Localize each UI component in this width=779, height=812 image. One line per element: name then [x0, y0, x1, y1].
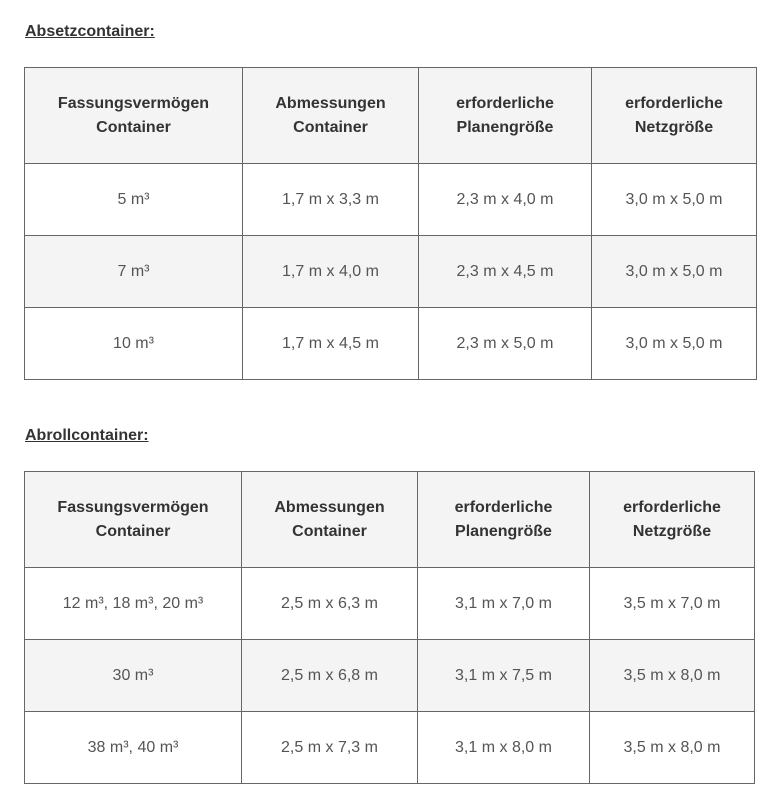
section-title-abrollcontainer: Abrollcontainer: [25, 427, 149, 444]
cell-net-size: 3,5 m x 7,0 m [590, 568, 755, 640]
cell-capacity: 30 m³ [25, 640, 242, 712]
cell-net-size: 3,0 m x 5,0 m [592, 236, 757, 308]
table-row [25, 712, 755, 784]
cell-tarp-size: 2,3 m x 4,0 m [419, 164, 592, 236]
cell-tarp-size: 3,1 m x 7,0 m [418, 568, 590, 640]
section-title-absetzcontainer: Absetzcontainer: [25, 23, 155, 40]
cell-net-size: 3,0 m x 5,0 m [592, 164, 757, 236]
cell-dimensions: 2,5 m x 6,8 m [242, 640, 418, 712]
header-tarp-size: erforderliche Planengröße [419, 68, 592, 164]
cell-dimensions: 1,7 m x 4,0 m [243, 236, 419, 308]
cell-capacity: 12 m³, 18 m³, 20 m³ [25, 568, 242, 640]
header-net-size: erforderliche Netzgröße [592, 68, 757, 164]
cell-capacity: 10 m³ [25, 308, 243, 380]
table-row [25, 308, 757, 380]
table-row [25, 640, 755, 712]
header-tarp-size: erforderliche Planengröße [418, 472, 590, 568]
cell-tarp-size: 3,1 m x 8,0 m [418, 712, 590, 784]
cell-capacity: 5 m³ [25, 164, 243, 236]
table-row [25, 236, 757, 308]
table-header-row [25, 68, 757, 164]
header-dimensions: Abmessungen Container [242, 472, 418, 568]
cell-capacity: 38 m³, 40 m³ [25, 712, 242, 784]
table-header-row [25, 472, 755, 568]
cell-net-size: 3,0 m x 5,0 m [592, 308, 757, 380]
table-row [25, 164, 757, 236]
cell-dimensions: 2,5 m x 6,3 m [242, 568, 418, 640]
cell-dimensions: 1,7 m x 4,5 m [243, 308, 419, 380]
container-spec-table-abrollcontainer [24, 471, 755, 784]
cell-capacity: 7 m³ [25, 236, 243, 308]
cell-tarp-size: 2,3 m x 4,5 m [419, 236, 592, 308]
container-spec-table-absetzcontainer [24, 67, 757, 380]
header-net-size: erforderliche Netzgröße [590, 472, 755, 568]
table-row [25, 568, 755, 640]
header-capacity: Fassungsvermögen Container [25, 472, 242, 568]
cell-net-size: 3,5 m x 8,0 m [590, 712, 755, 784]
header-dimensions: Abmessungen Container [243, 68, 419, 164]
cell-dimensions: 1,7 m x 3,3 m [243, 164, 419, 236]
header-capacity: Fassungsvermögen Container [25, 68, 243, 164]
cell-dimensions: 2,5 m x 7,3 m [242, 712, 418, 784]
cell-net-size: 3,5 m x 8,0 m [590, 640, 755, 712]
cell-tarp-size: 2,3 m x 5,0 m [419, 308, 592, 380]
cell-tarp-size: 3,1 m x 7,5 m [418, 640, 590, 712]
